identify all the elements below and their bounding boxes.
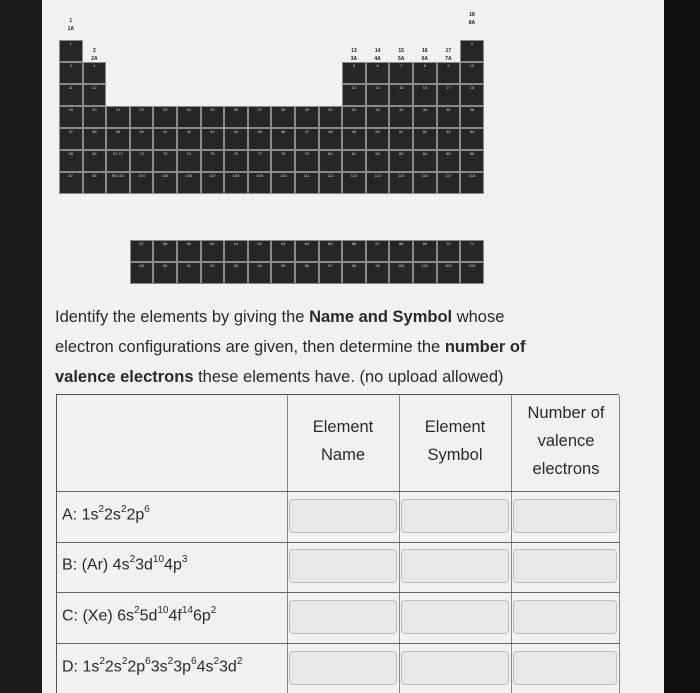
element-cell: 20 <box>83 106 107 128</box>
electron-configuration: B: (Ar) $4s^23d^{10}4p^3$ <box>62 554 188 574</box>
instructions <box>55 302 615 392</box>
element-cell: 6 <box>366 62 390 84</box>
valence-electrons-input[interactable] <box>513 549 617 583</box>
f-block-cell: 65 <box>319 240 343 262</box>
element-cell: 117 <box>437 172 461 194</box>
f-block-cell: 69 <box>413 240 437 262</box>
element-cell: 31 <box>342 106 366 128</box>
element-cell: 45 <box>248 128 272 150</box>
group-label: 3A <box>350 56 358 62</box>
f-block-cell: 102 <box>437 262 461 284</box>
f-block-cell: 96 <box>295 262 319 284</box>
element-cell: 83 <box>389 150 413 172</box>
element-cell: 104 <box>130 172 154 194</box>
f-block-cell: 62 <box>248 240 272 262</box>
element-cell: 43 <box>201 128 225 150</box>
element-cell: 89-103 <box>106 172 130 194</box>
table-row <box>57 492 620 543</box>
group-label: 7A <box>445 56 452 62</box>
element-cell: 39 <box>106 128 130 150</box>
element-cell: 54 <box>460 128 484 150</box>
f-block-cell: 91 <box>177 262 201 284</box>
element-cell: 112 <box>319 172 343 194</box>
element-cell: 57-71 <box>106 150 130 172</box>
group-label: 4A <box>374 56 381 62</box>
element-cell: 19 <box>59 106 83 128</box>
element-cell: 85 <box>437 150 461 172</box>
element-cell: 47 <box>295 128 319 150</box>
element-cell: 49 <box>342 128 366 150</box>
page-edge-shadow <box>664 0 700 693</box>
element-cell: 118 <box>460 172 484 194</box>
group-label: 5A <box>397 56 405 62</box>
element-cell: 25 <box>201 106 225 128</box>
element-cell: 82 <box>366 150 390 172</box>
element-cell: 29 <box>295 106 319 128</box>
element-cell: 16 <box>413 84 437 106</box>
f-block-cell: 61 <box>224 240 248 262</box>
element-cell: 18 <box>460 84 484 106</box>
element-cell: 72 <box>130 150 154 172</box>
element-cell: 113 <box>342 172 366 194</box>
element-cell: 52 <box>413 128 437 150</box>
element-cell: 106 <box>177 172 201 194</box>
element-cell: 15 <box>389 84 413 106</box>
element-cell: 28 <box>271 106 295 128</box>
element-cell: 11 <box>59 84 83 106</box>
electron-configuration: A: $1s^22s^22p^6$ <box>62 504 150 524</box>
element-cell: 77 <box>248 150 272 172</box>
group-label: 18 <box>469 12 475 18</box>
table-row <box>57 644 620 693</box>
element-cell: 110 <box>271 172 295 194</box>
header-valence-electrons: Number of valence electrons <box>527 404 605 478</box>
f-block-cell: 59 <box>177 240 201 262</box>
f-block-cell: 100 <box>389 262 413 284</box>
answer-table <box>56 394 619 693</box>
f-block-cell: 68 <box>389 240 413 262</box>
element-name-input[interactable] <box>289 499 397 533</box>
element-cell: 108 <box>224 172 248 194</box>
element-cell: 55 <box>59 150 83 172</box>
element-cell: 50 <box>366 128 390 150</box>
f-block-cell: 63 <box>271 240 295 262</box>
element-cell: 32 <box>366 106 390 128</box>
f-block-cell: 94 <box>248 262 272 284</box>
f-block-cell: 67 <box>366 240 390 262</box>
periodic-table <box>59 12 489 296</box>
f-block-cell: 97 <box>319 262 343 284</box>
element-cell: 115 <box>389 172 413 194</box>
element-name-input[interactable] <box>289 651 397 685</box>
f-block-cell: 57 <box>130 240 154 262</box>
group-label: 1A <box>67 26 74 32</box>
f-block-cell: 95 <box>271 262 295 284</box>
element-cell: 41 <box>153 128 177 150</box>
element-cell: 80 <box>319 150 343 172</box>
electron-configuration: C: (Xe) $6s^25d^{10}4f^{14}6p^2$ <box>62 605 217 625</box>
element-cell: 35 <box>437 106 461 128</box>
valence-electrons-input[interactable] <box>513 499 617 533</box>
element-cell: 76 <box>224 150 248 172</box>
element-cell: 42 <box>177 128 201 150</box>
f-block-cell: 66 <box>342 240 366 262</box>
element-cell: 23 <box>153 106 177 128</box>
group-label: 8A <box>468 20 476 26</box>
f-block-cell: 64 <box>295 240 319 262</box>
element-cell: 88 <box>83 172 107 194</box>
element-cell: 1 <box>59 40 83 62</box>
element-cell: 38 <box>83 128 107 150</box>
f-block-cell: 89 <box>130 262 154 284</box>
element-cell: 30 <box>319 106 343 128</box>
element-cell: 111 <box>295 172 319 194</box>
f-block-cell: 58 <box>153 240 177 262</box>
element-cell: 14 <box>366 84 390 106</box>
f-block-cell: 98 <box>342 262 366 284</box>
instructions-line-1: Identify the elements by giving the Name and Symbol whose <box>55 308 505 326</box>
element-cell: 86 <box>460 150 484 172</box>
group-label: 16 <box>422 48 428 54</box>
element-cell: 12 <box>83 84 107 106</box>
element-cell: 84 <box>413 150 437 172</box>
f-block-cell: 101 <box>413 262 437 284</box>
element-cell: 9 <box>437 62 461 84</box>
element-cell: 75 <box>201 150 225 172</box>
element-cell: 13 <box>342 84 366 106</box>
element-cell: 87 <box>59 172 83 194</box>
f-block-cell: 93 <box>224 262 248 284</box>
f-block-cell: 103 <box>460 262 484 284</box>
element-cell: 73 <box>153 150 177 172</box>
element-cell: 4 <box>83 62 107 84</box>
element-cell: 116 <box>413 172 437 194</box>
element-cell: 26 <box>224 106 248 128</box>
valence-electrons-input[interactable] <box>513 600 617 634</box>
element-symbol-input[interactable] <box>401 499 509 533</box>
group-label: 14 <box>374 48 381 54</box>
element-cell: 3 <box>59 62 83 84</box>
element-cell: 33 <box>389 106 413 128</box>
table-row <box>57 542 620 593</box>
element-symbol-input[interactable] <box>401 549 509 583</box>
element-name-input[interactable] <box>289 600 397 634</box>
table-row <box>57 593 620 644</box>
header-element-name: Element Name <box>312 418 374 464</box>
element-cell: 74 <box>177 150 201 172</box>
group-label: 6A <box>421 56 428 62</box>
element-cell: 40 <box>130 128 154 150</box>
group-label: 13 <box>351 48 357 54</box>
valence-electrons-input[interactable] <box>513 651 617 685</box>
element-cell: 107 <box>201 172 225 194</box>
group-label: 15 <box>398 48 404 54</box>
group-label: 2A <box>91 56 98 62</box>
instructions-line-3: valence electrons these elements have. (no upload allowed) <box>55 368 504 386</box>
element-cell: 8 <box>413 62 437 84</box>
element-cell: 46 <box>271 128 295 150</box>
element-cell: 2 <box>460 40 484 62</box>
element-cell: 7 <box>389 62 413 84</box>
element-symbol-input[interactable] <box>401 600 509 634</box>
element-cell: 48 <box>319 128 343 150</box>
element-cell: 114 <box>366 172 390 194</box>
group-label: 17 <box>445 48 452 54</box>
element-cell: 56 <box>83 150 107 172</box>
element-cell: 17 <box>437 84 461 106</box>
element-cell: 27 <box>248 106 272 128</box>
element-cell: 24 <box>177 106 201 128</box>
f-block-cell: 99 <box>366 262 390 284</box>
element-cell: 51 <box>389 128 413 150</box>
element-cell: 22 <box>130 106 154 128</box>
f-block-cell: 71 <box>460 240 484 262</box>
element-cell: 34 <box>413 106 437 128</box>
element-cell: 5 <box>342 62 366 84</box>
f-block-cell: 90 <box>153 262 177 284</box>
f-block-cell: 70 <box>437 240 461 262</box>
element-cell: 79 <box>295 150 319 172</box>
element-cell: 78 <box>271 150 295 172</box>
element-cell: 105 <box>153 172 177 194</box>
element-name-input[interactable] <box>289 549 397 583</box>
element-cell: 21 <box>106 106 130 128</box>
header-row <box>57 395 620 492</box>
element-cell: 53 <box>437 128 461 150</box>
instructions-line-2: electron configurations are given, then determine the number of <box>55 338 526 356</box>
f-block-cell: 92 <box>201 262 225 284</box>
electron-configuration: D: $1s^22s^22p^63s^23p^64s^23d^2$ <box>62 656 243 676</box>
group-label: 2 <box>93 48 96 54</box>
header-element-symbol: Element Symbol <box>424 418 486 464</box>
element-cell: 37 <box>59 128 83 150</box>
element-cell: 81 <box>342 150 366 172</box>
element-cell: 44 <box>224 128 248 150</box>
element-cell: 10 <box>460 62 484 84</box>
element-symbol-input[interactable] <box>401 651 509 685</box>
element-cell: 36 <box>460 106 484 128</box>
group-label: 1 <box>69 18 73 24</box>
element-cell: 109 <box>248 172 272 194</box>
f-block-cell: 60 <box>201 240 225 262</box>
